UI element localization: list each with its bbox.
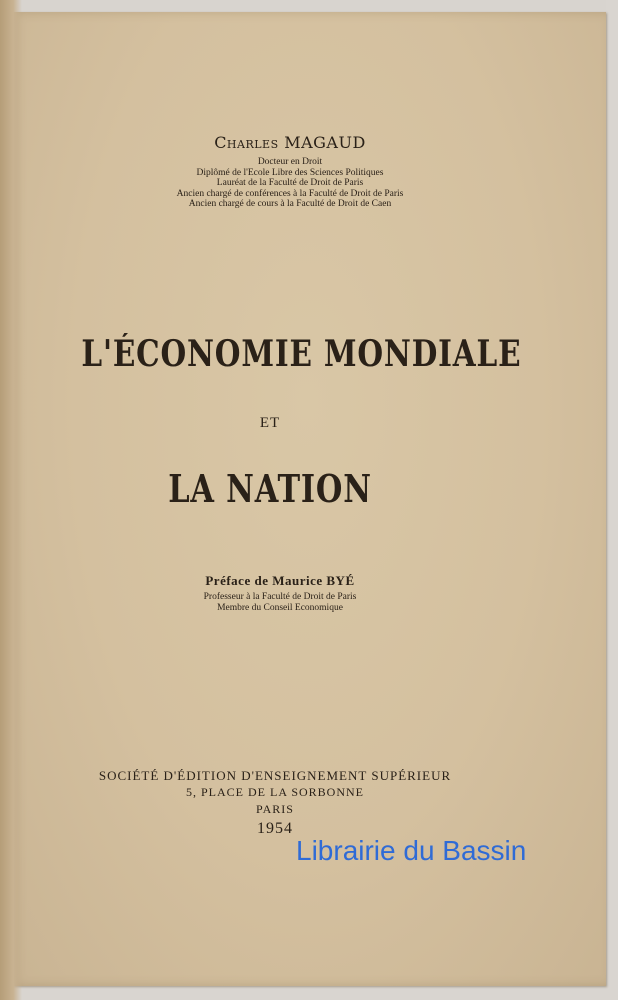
publisher-address: 5, PLACE DE LA SORBONNE	[185, 785, 364, 799]
credential-line: Diplômé de l'Ecole Libre des Sciences Politiques	[196, 167, 384, 178]
book-title-line-1: L'ÉCONOMIE MONDIALE	[81, 333, 522, 375]
publication-year: 1954	[257, 820, 293, 837]
credential-line: Ancien chargé de conférences à la Faculté de Droit de Paris	[176, 188, 404, 199]
preface-heading: Préface de Maurice BYÉ	[205, 573, 355, 588]
publisher-name: SOCIÉTÉ D'ÉDITION D'ENSEIGNEMENT SUPÉRIEUR	[98, 768, 452, 783]
credential-line: Docteur en Droit	[257, 157, 323, 167]
book-spine-shadow	[0, 0, 22, 1000]
credential-line: Ancien chargé de cours à la Faculté de Droit de Caen	[188, 199, 392, 209]
author-name: Charles MAGAUD	[214, 133, 366, 152]
book-title-line-2: LA NATION	[168, 466, 372, 511]
bookseller-watermark: Librairie du Bassin	[296, 835, 527, 866]
preface-credential-line: Membre du Conseil Economique	[217, 602, 343, 613]
book-title-conjunction: ET	[259, 415, 281, 431]
credential-line: Lauréat de la Faculté de Droit de Paris	[216, 178, 364, 188]
background-bottom	[0, 986, 618, 1000]
preface-credential-line: Professeur à la Faculté de Droit de Paris	[203, 592, 357, 602]
preface-credentials	[150, 592, 410, 613]
author-credentials	[100, 157, 480, 210]
publisher-imprint	[80, 767, 470, 839]
background-right	[606, 0, 618, 1000]
publisher-city: PARIS	[256, 802, 294, 816]
